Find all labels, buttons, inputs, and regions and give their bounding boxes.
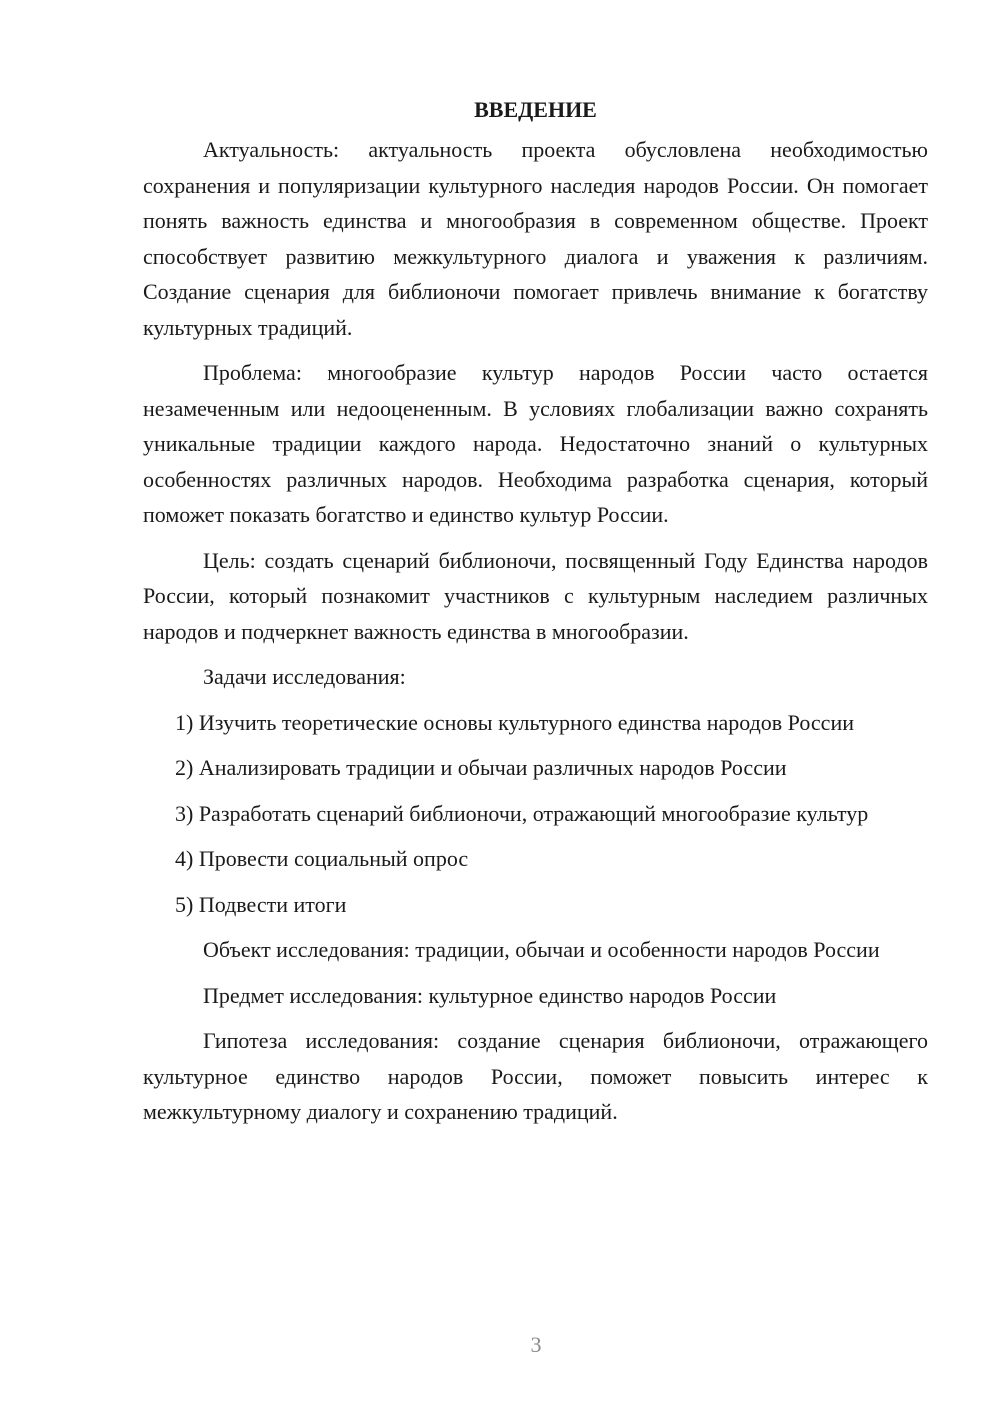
hypothesis-paragraph: Гипотеза исследования: создание сценария библионочи, отражающего культурное единство народов России, поможет повысить интерес к межкультурному диалогу и сохранению традиций. [143,1028,928,1124]
goal-paragraph: Цель: создать сценарий библионочи, посвященный Году Единства народов России, который познакомит участников с культурным наследием различных народов и подчеркнет важность единства в многообразии. [143,547,928,644]
page-title: ВВЕДЕНИЕ [474,97,597,122]
relevance-paragraph: Актуальность: актуальность проекта обусловлена необходимостью сохранения и популяризации культурного наследия народов России. Он помогает понять важность единства и многообразия в современном обществе. Проект способствует развитию межкультурного диалога и уважения к различиям. Создание сценария для библионочи помогает привлечь внимание к богатству культурных традиций. [143,137,928,340]
task-item: 5) Подвести итоги [175,891,347,917]
task-item: 4) Провести социальный опрос [175,846,469,871]
object-paragraph: Объект исследования: традиции, обычаи и особенности народов России [203,937,880,962]
problem-paragraph: Проблема: многообразие культур народов России часто остается незамеченным или недооцененным. В условиях глобализации важно сохранять уникальные традиции каждого народа. Недостаточно знаний о культурных особенностях различных народов. Необходима разработка сценария, который поможет показать богатство и единство культур России. [143,360,928,527]
document-page [143,92,928,1140]
task-item: 2) Анализировать традиции и обычаи различных народов России [175,755,787,780]
task-item: 1) Изучить теоретические основы культурного единства народов России [175,709,854,735]
page-number: 3 [530,1332,542,1357]
task-item: 3) Разработать сценарий библионочи, отражающий многообразие культур [175,800,869,826]
tasks-heading: Задачи исследования: [203,664,406,689]
subject-paragraph: Предмет исследования: культурное единство народов России [203,982,777,1008]
